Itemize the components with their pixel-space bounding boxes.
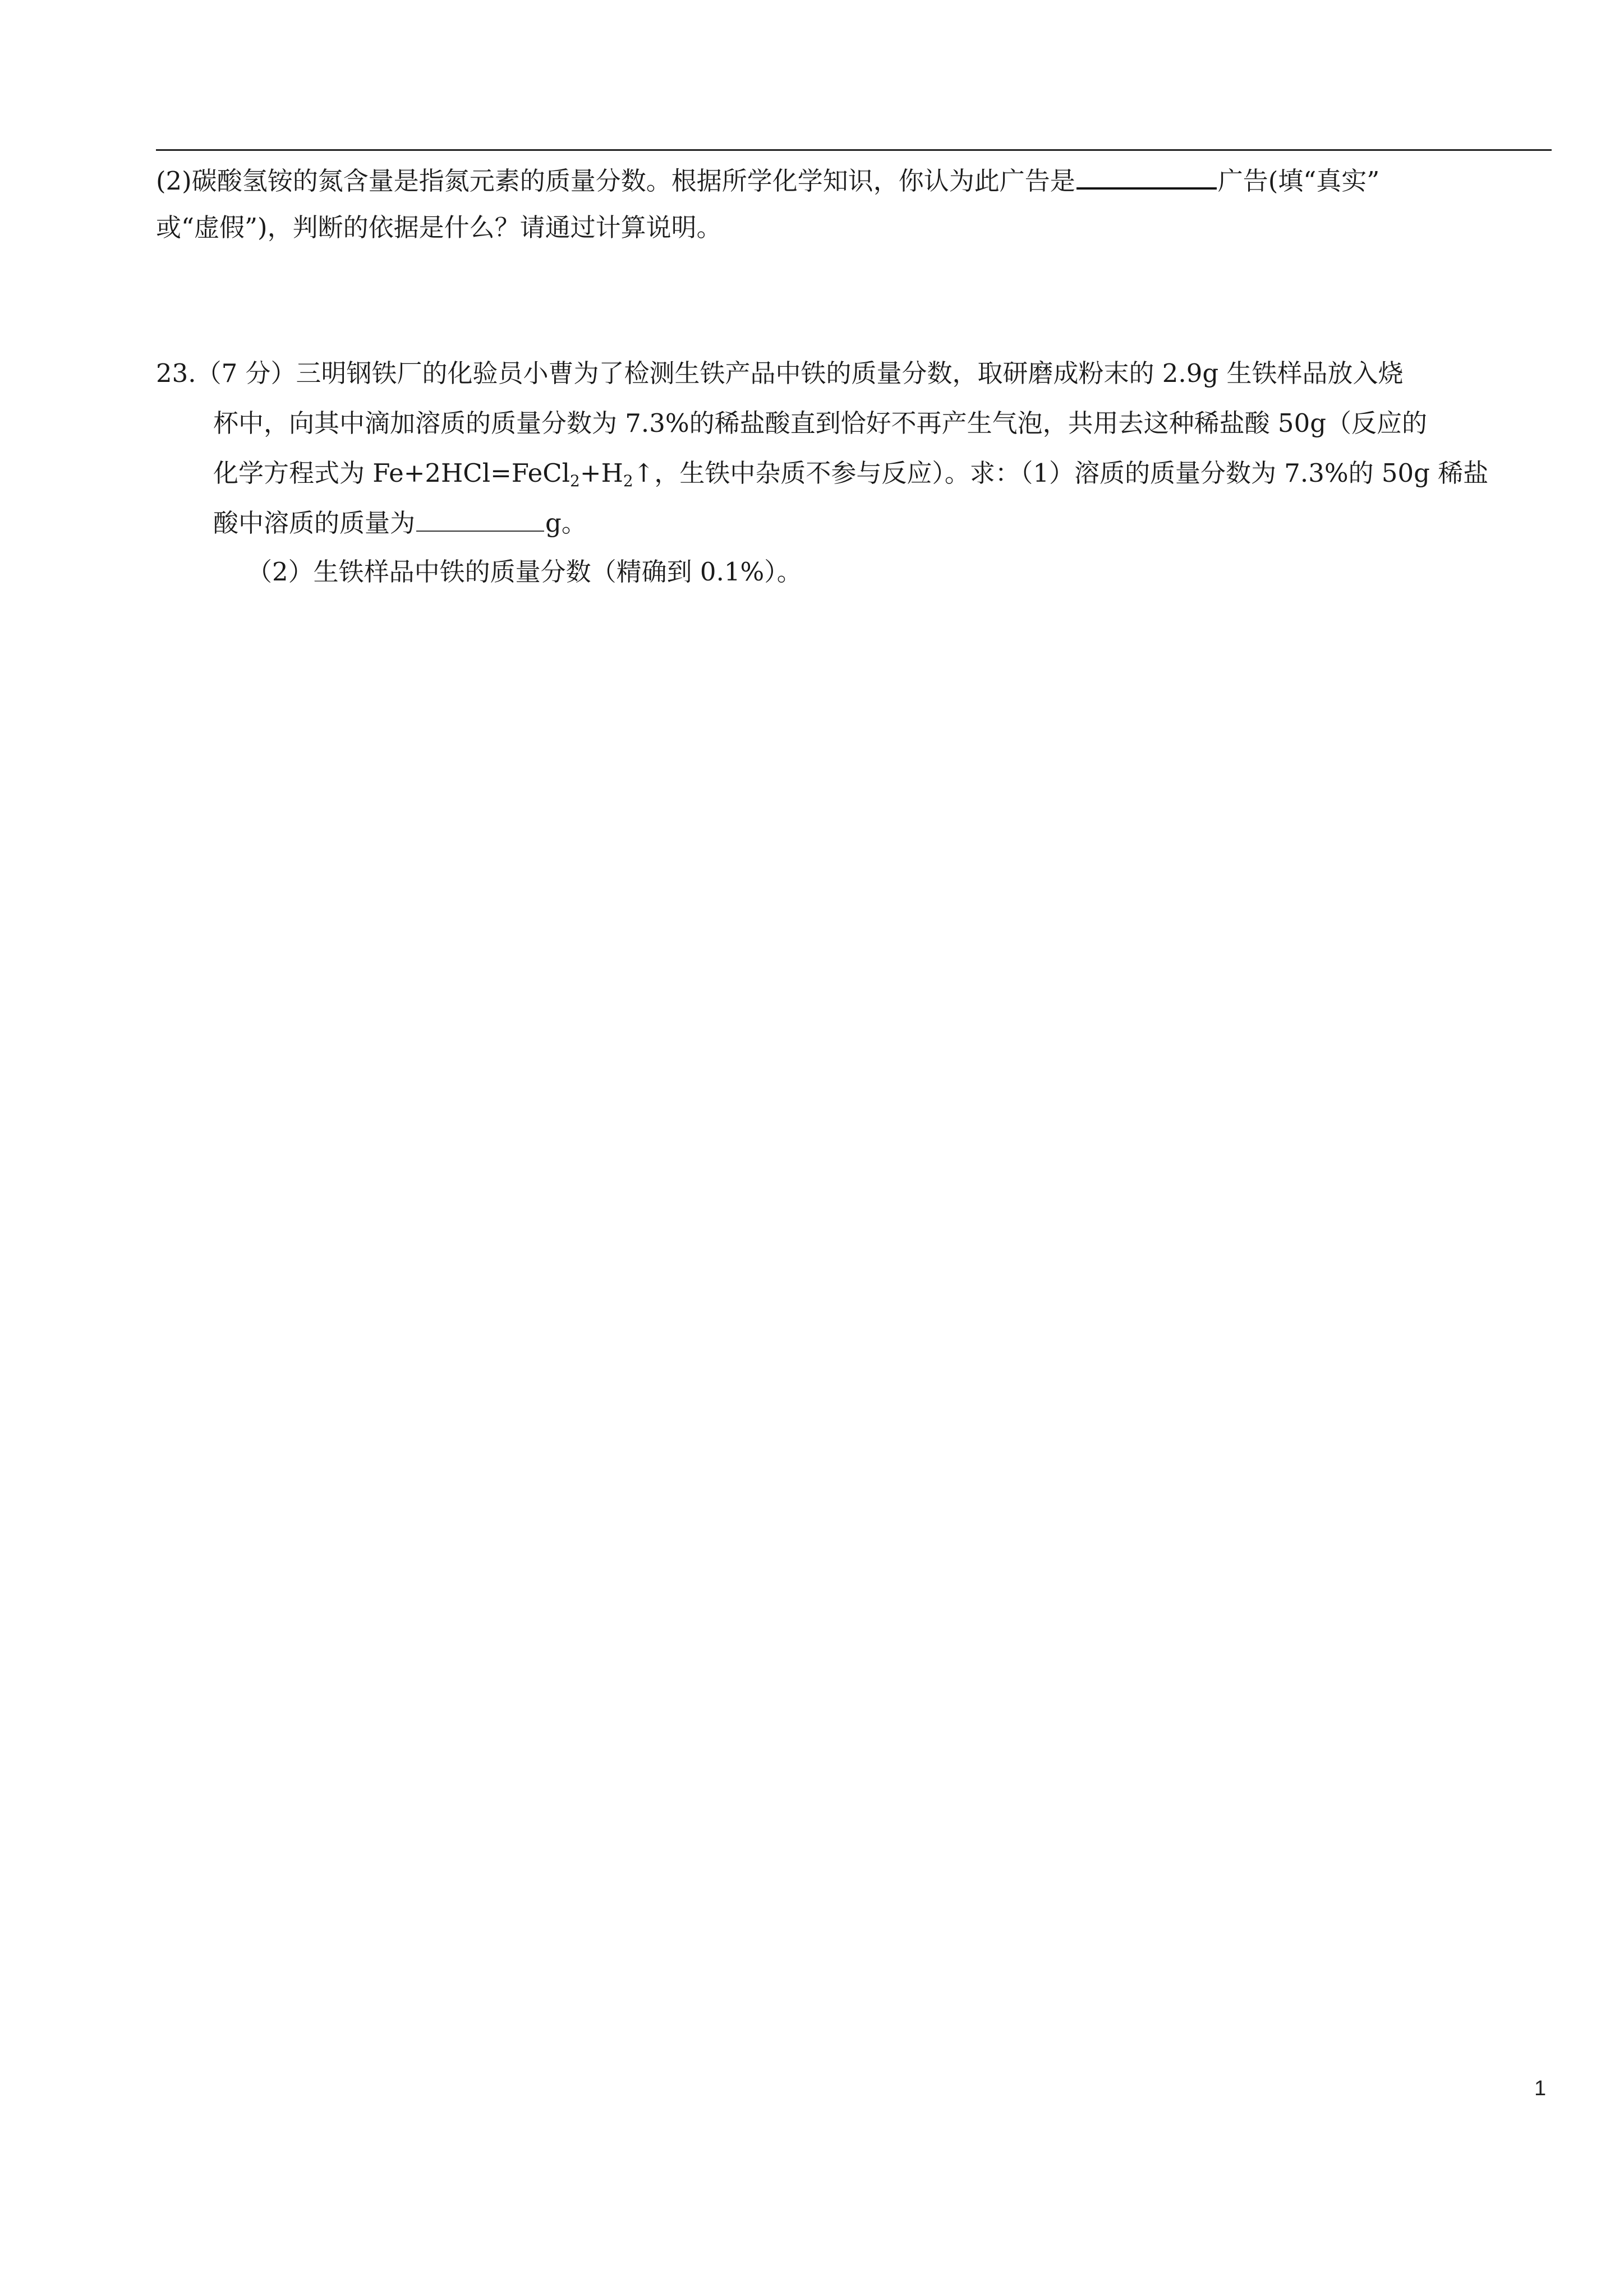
q22-part2-text-c: 或“虚假”)，判断的依据是什么？请通过计算说明。 [156, 213, 722, 242]
q23-equation-part-c: ↑，生铁中杂质不参与反应）。求：（1）溶质的质量分数为 7.3%的 50g 稀盐 [633, 458, 1489, 488]
q23-answer-blank[interactable] [416, 506, 544, 532]
q23-line3 [213, 457, 1488, 490]
q23-line1 [156, 357, 1403, 390]
q23-text-4a: 酸中溶质的质量为 [213, 508, 416, 538]
q23-line2 [213, 407, 1427, 440]
q22-part2-text-b: 广告(填“真实” [1217, 166, 1380, 196]
q22-part2-line1 [156, 163, 1379, 198]
q23-subscript-1: 2 [570, 472, 580, 490]
q23-part2-text: （2）生铁样品中铁的质量分数（精确到 0.1%）。 [247, 557, 802, 587]
q23-equation-part-a: 化学方程式为 Fe+2HCl=FeCl [213, 458, 571, 488]
page-number: 1 [1534, 2077, 1547, 2100]
q23-text-2: 杯中，向其中滴加溶质的质量分数为 7.3%的稀盐酸直到恰好不再产生气泡，共用去这种稀盐酸 50g（反应的 [213, 408, 1428, 438]
q23-text-4b: g。 [545, 508, 587, 538]
q23-text-1: 23.（7 分）三明钢铁厂的化验员小曹为了检测生铁产品中铁的质量分数，取研磨成粉末的 2.9g 生铁样品放入烧 [156, 358, 1404, 388]
q22-part2-text-a: (2)碳酸氢铵的氮含量是指氮元素的质量分数。根据所学化学知识，你认为此广告是 [156, 166, 1075, 196]
q23-equation-part-b: +H [579, 458, 623, 488]
q23-line4 [213, 506, 587, 540]
q23-part2 [247, 555, 802, 589]
q22-part2-line2 [156, 211, 722, 245]
header-rule [156, 149, 1552, 151]
q23-subscript-2: 2 [623, 472, 633, 490]
q22-answer-blank[interactable] [1076, 163, 1217, 190]
